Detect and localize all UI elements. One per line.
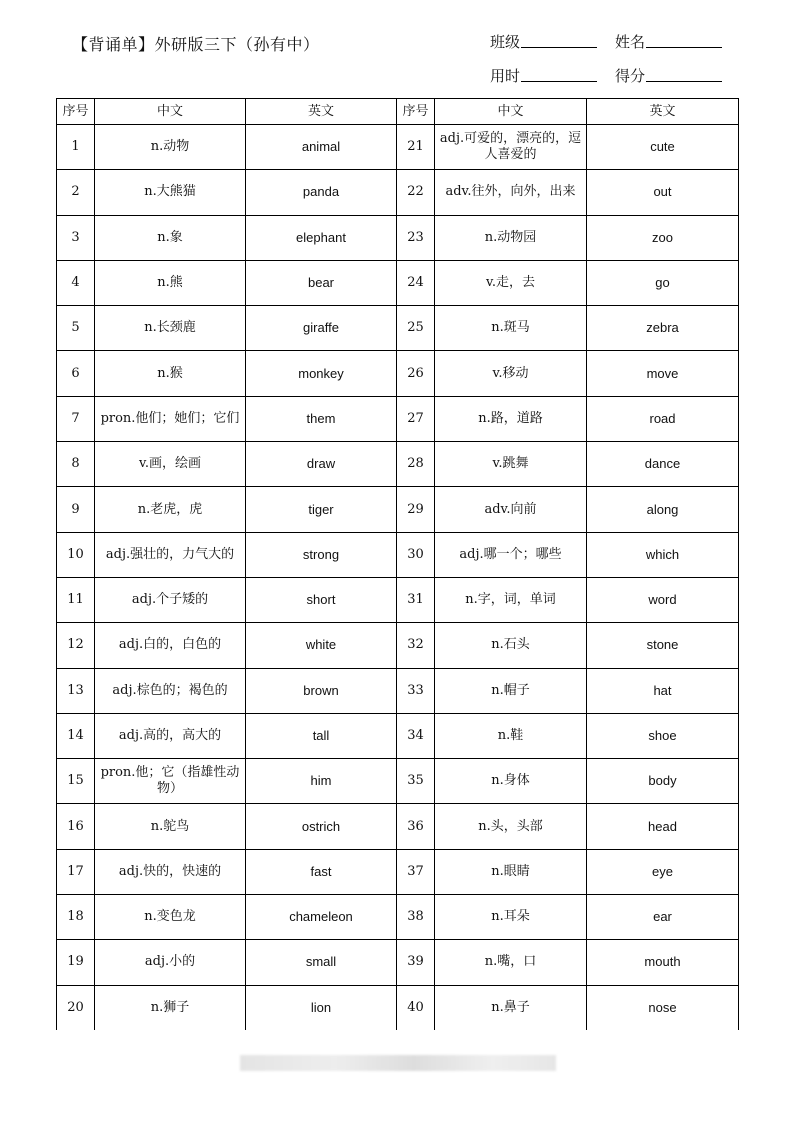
row-number: 2 xyxy=(57,170,95,215)
row-number: 9 xyxy=(57,487,95,532)
chinese-meaning: v.走，去 xyxy=(435,260,587,305)
class-blank-line[interactable] xyxy=(521,46,597,48)
table-row xyxy=(57,215,739,260)
row-number: 13 xyxy=(57,668,95,713)
header-number: 序号 xyxy=(57,99,95,125)
chinese-meaning: adj.小的 xyxy=(95,940,246,985)
english-word: road xyxy=(587,396,739,441)
table-header-row xyxy=(57,99,739,125)
english-word: shoe xyxy=(587,713,739,758)
row-number: 22 xyxy=(397,170,435,215)
chinese-meaning: pron.他们；她们；它们 xyxy=(95,396,246,441)
english-word: stone xyxy=(587,623,739,668)
chinese-meaning: n.石头 xyxy=(435,623,587,668)
row-number: 26 xyxy=(397,351,435,396)
chinese-meaning: n.嘴，口 xyxy=(435,940,587,985)
english-word: animal xyxy=(246,125,397,170)
chinese-meaning: pron.他；它（指雄性动物） xyxy=(95,759,246,804)
chinese-meaning: n.狮子 xyxy=(95,985,246,1030)
chinese-meaning: n.路，道路 xyxy=(435,396,587,441)
table-row xyxy=(57,713,739,758)
chinese-meaning: n.鞋 xyxy=(435,713,587,758)
row-number: 17 xyxy=(57,849,95,894)
table-row xyxy=(57,759,739,804)
chinese-meaning: adv.向前 xyxy=(435,487,587,532)
chinese-meaning: v.画，绘画 xyxy=(95,442,246,487)
english-word: zoo xyxy=(587,215,739,260)
english-word: chameleon xyxy=(246,895,397,940)
table-row xyxy=(57,985,739,1030)
table-row xyxy=(57,170,739,215)
english-word: short xyxy=(246,577,397,622)
row-number: 38 xyxy=(397,895,435,940)
chinese-meaning: adj.白的，白色的 xyxy=(95,623,246,668)
english-word: white xyxy=(246,623,397,668)
chinese-meaning: n.鼻子 xyxy=(435,985,587,1030)
header-chinese: 中文 xyxy=(95,99,246,125)
chinese-meaning: n.象 xyxy=(95,215,246,260)
row-number: 29 xyxy=(397,487,435,532)
row-number: 21 xyxy=(397,125,435,170)
chinese-meaning: n.身体 xyxy=(435,759,587,804)
chinese-meaning: adj.哪一个；哪些 xyxy=(435,532,587,577)
english-word: move xyxy=(587,351,739,396)
chinese-meaning: adj.快的，快速的 xyxy=(95,849,246,894)
english-word: dance xyxy=(587,442,739,487)
table-row xyxy=(57,125,739,170)
english-word: eye xyxy=(587,849,739,894)
english-word: tall xyxy=(246,713,397,758)
row-number: 5 xyxy=(57,306,95,351)
time-field[interactable] xyxy=(490,65,615,86)
english-word: ostrich xyxy=(246,804,397,849)
table-row xyxy=(57,668,739,713)
chinese-meaning: adj.个子矮的 xyxy=(95,577,246,622)
row-number: 32 xyxy=(397,623,435,668)
row-number: 37 xyxy=(397,849,435,894)
row-number: 20 xyxy=(57,985,95,1030)
score-field[interactable] xyxy=(615,65,740,86)
chinese-meaning: n.老虎，虎 xyxy=(95,487,246,532)
english-word: fast xyxy=(246,849,397,894)
table-row xyxy=(57,396,739,441)
english-word: elephant xyxy=(246,215,397,260)
header-chinese-2: 中文 xyxy=(435,99,587,125)
row-number: 33 xyxy=(397,668,435,713)
table-row xyxy=(57,532,739,577)
chinese-meaning: v.跳舞 xyxy=(435,442,587,487)
blurred-watermark xyxy=(240,1055,556,1071)
chinese-meaning: n.猴 xyxy=(95,351,246,396)
english-word: cute xyxy=(587,125,739,170)
class-label: 班级 xyxy=(490,33,521,51)
english-word: go xyxy=(587,260,739,305)
row-number: 23 xyxy=(397,215,435,260)
row-number: 16 xyxy=(57,804,95,849)
english-word: hat xyxy=(587,668,739,713)
row-number: 34 xyxy=(397,713,435,758)
table-row xyxy=(57,940,739,985)
english-word: tiger xyxy=(246,487,397,532)
english-word: head xyxy=(587,804,739,849)
row-number: 27 xyxy=(397,396,435,441)
score-label: 得分 xyxy=(615,67,646,85)
table-row xyxy=(57,623,739,668)
english-word: mouth xyxy=(587,940,739,985)
english-word: ear xyxy=(587,895,739,940)
english-word: panda xyxy=(246,170,397,215)
row-number: 40 xyxy=(397,985,435,1030)
table-row xyxy=(57,804,739,849)
row-number: 39 xyxy=(397,940,435,985)
time-blank-line[interactable] xyxy=(521,80,597,82)
english-word: zebra xyxy=(587,306,739,351)
table-row xyxy=(57,306,739,351)
vocabulary-table xyxy=(56,98,739,1030)
row-number: 7 xyxy=(57,396,95,441)
row-number: 12 xyxy=(57,623,95,668)
chinese-meaning: v.移动 xyxy=(435,351,587,396)
row-number: 11 xyxy=(57,577,95,622)
english-word: them xyxy=(246,396,397,441)
name-field[interactable] xyxy=(615,31,740,52)
chinese-meaning: adj.棕色的；褐色的 xyxy=(95,668,246,713)
english-word: draw xyxy=(246,442,397,487)
row-number: 30 xyxy=(397,532,435,577)
chinese-meaning: n.长颈鹿 xyxy=(95,306,246,351)
row-number: 6 xyxy=(57,351,95,396)
row-number: 15 xyxy=(57,759,95,804)
table-row xyxy=(57,895,739,940)
english-word: strong xyxy=(246,532,397,577)
row-number: 14 xyxy=(57,713,95,758)
header-english: 英文 xyxy=(246,99,397,125)
chinese-meaning: n.动物园 xyxy=(435,215,587,260)
chinese-meaning: adv.往外，向外，出来 xyxy=(435,170,587,215)
table-row xyxy=(57,442,739,487)
chinese-meaning: adj.可爱的，漂亮的，逗人喜爱的 xyxy=(435,125,587,170)
row-number: 1 xyxy=(57,125,95,170)
english-word: along xyxy=(587,487,739,532)
chinese-meaning: adj.高的，高大的 xyxy=(95,713,246,758)
english-word: brown xyxy=(246,668,397,713)
row-number: 25 xyxy=(397,306,435,351)
chinese-meaning: n.帽子 xyxy=(435,668,587,713)
row-number: 18 xyxy=(57,895,95,940)
english-word: lion xyxy=(246,985,397,1030)
row-number: 35 xyxy=(397,759,435,804)
score-blank-line[interactable] xyxy=(646,80,722,82)
chinese-meaning: n.鸵鸟 xyxy=(95,804,246,849)
row-number: 31 xyxy=(397,577,435,622)
english-word: small xyxy=(246,940,397,985)
row-number: 19 xyxy=(57,940,95,985)
page-title: 【背诵单】外研版三下（孙有中） xyxy=(72,35,320,54)
row-number: 24 xyxy=(397,260,435,305)
table-body xyxy=(57,125,739,1031)
table-row xyxy=(57,260,739,305)
student-info-fields xyxy=(490,18,740,86)
time-label: 用时 xyxy=(490,67,521,85)
english-word: word xyxy=(587,577,739,622)
row-number: 28 xyxy=(397,442,435,487)
header-english-2: 英文 xyxy=(587,99,739,125)
table-row xyxy=(57,351,739,396)
english-word: body xyxy=(587,759,739,804)
english-word: nose xyxy=(587,985,739,1030)
english-word: monkey xyxy=(246,351,397,396)
name-label: 姓名 xyxy=(615,33,646,51)
class-field[interactable] xyxy=(490,31,615,52)
table-row xyxy=(57,849,739,894)
chinese-meaning: n.熊 xyxy=(95,260,246,305)
chinese-meaning: n.字，词，单词 xyxy=(435,577,587,622)
english-word: giraffe xyxy=(246,306,397,351)
row-number: 8 xyxy=(57,442,95,487)
english-word: which xyxy=(587,532,739,577)
chinese-meaning: n.动物 xyxy=(95,125,246,170)
chinese-meaning: adj.强壮的，力气大的 xyxy=(95,532,246,577)
table-row xyxy=(57,577,739,622)
row-number: 36 xyxy=(397,804,435,849)
chinese-meaning: n.眼睛 xyxy=(435,849,587,894)
table-row xyxy=(57,487,739,532)
row-number: 4 xyxy=(57,260,95,305)
english-word: bear xyxy=(246,260,397,305)
chinese-meaning: n.变色龙 xyxy=(95,895,246,940)
english-word: him xyxy=(246,759,397,804)
chinese-meaning: n.斑马 xyxy=(435,306,587,351)
english-word: out xyxy=(587,170,739,215)
chinese-meaning: n.头，头部 xyxy=(435,804,587,849)
header-number-2: 序号 xyxy=(397,99,435,125)
row-number: 10 xyxy=(57,532,95,577)
row-number: 3 xyxy=(57,215,95,260)
chinese-meaning: n.耳朵 xyxy=(435,895,587,940)
chinese-meaning: n.大熊猫 xyxy=(95,170,246,215)
name-blank-line[interactable] xyxy=(646,46,722,48)
